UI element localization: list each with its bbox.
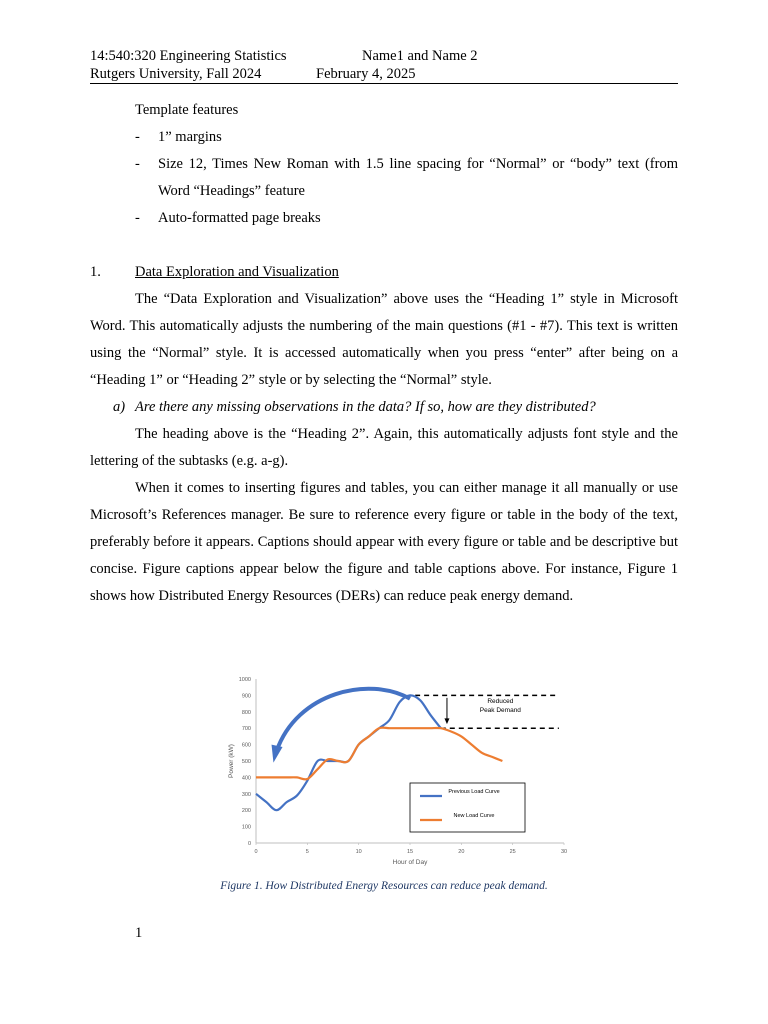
x-axis-label: Hour of Day (392, 859, 428, 866)
y-tick-label: 500 (241, 759, 251, 765)
heading-2 (90, 394, 678, 421)
body-paragraph: The heading above is the “Heading 2”. Again, this automatically adjusts font style and the lettering of the subtasks (e.g. a-g). (90, 426, 678, 469)
y-tick-label: 700 (241, 726, 251, 733)
legend-label: New Load Curve (453, 813, 495, 819)
legend-label: Previous Load Curve (448, 789, 500, 795)
list-item-text: Auto-formatted page breaks (158, 210, 321, 226)
figure-1 (222, 672, 568, 872)
y-tick-label: 200 (241, 808, 251, 815)
y-tick-label: 300 (241, 791, 251, 798)
x-tick-label: 15 (406, 849, 414, 855)
x-tick-label: 5 (305, 849, 309, 855)
header-date: February 4, 2025 (316, 66, 416, 82)
document-body (90, 97, 678, 610)
reduction-arrow-head (444, 718, 449, 724)
x-tick-label: 30 (560, 849, 568, 855)
load-curve-chart (222, 672, 568, 872)
university-term: Rutgers University, Fall 2024 (90, 66, 262, 82)
bullet-dash: - (135, 156, 140, 172)
list-item (90, 205, 678, 232)
annotation-text: Peak Demand (479, 706, 521, 714)
body-paragraph: When it comes to inserting figures and tables, you can either manage it all manually or use Microsoft’s References manager. Be sure to reference every figure or table in the body of the text, preferably before it appears. Captions should appear with every figure or table and be descriptive but concise. Figure captions appear below the figure and table captions above. For instance, Figure 1 shows how Distributed Energy Resources (DERs) can reduce peak energy demand. (90, 480, 678, 604)
y-tick-label: 0 (247, 841, 251, 847)
x-tick-label: 0 (254, 849, 258, 855)
list-item-text: 1” margins (158, 129, 222, 145)
load-shift-arrow-head (272, 745, 283, 763)
y-tick-label: 100 (241, 824, 251, 831)
bullet-dash: - (135, 210, 140, 226)
subtask-title: Are there any missing observations in the data? If so, how are they distributed? (135, 399, 596, 415)
y-tick-label: 400 (241, 775, 251, 782)
figure-caption: Figure 1. How Distributed Energy Resources can reduce peak demand. (220, 880, 548, 892)
heading-title: Data Exploration and Visualization (135, 264, 339, 280)
x-tick-label: 10 (355, 849, 362, 855)
page-number: 1 (135, 925, 143, 941)
course-title: 14:540:320 Engineering Statistics (90, 48, 287, 64)
list-item-text: Size 12, Times New Roman with 1.5 line spacing for “Normal” or “body” text (from Word “Headings” feature (158, 156, 678, 199)
bullet-dash: - (135, 129, 140, 145)
x-tick-label: 25 (509, 849, 516, 855)
heading-number: 1. (90, 264, 101, 280)
header-divider (90, 83, 678, 84)
y-tick-label: 800 (241, 709, 251, 716)
template-features-title: Template features (135, 102, 239, 118)
y-tick-label: 1000 (238, 677, 251, 683)
list-item (90, 124, 678, 151)
subtask-letter: a) (113, 399, 126, 415)
page-header (90, 47, 678, 83)
annotation-text: Reduced (487, 697, 514, 705)
list-item (90, 151, 678, 205)
y-tick-label: 900 (241, 693, 251, 700)
y-axis-label: Power (kW) (228, 744, 235, 778)
y-tick-label: 600 (241, 742, 251, 749)
heading-1 (90, 259, 678, 286)
author-names: Name1 and Name 2 (362, 48, 478, 64)
body-paragraph: The “Data Exploration and Visualization” above uses the “Heading 1” style in Microsoft Word. This automatically adjusts the numbering of the main questions (#1 - #7). This text is written using the “Normal” style. It is accessed automatically when you press “enter” after being on a “Heading 1” or “Heading 2” style or by selecting the “Normal” style. (90, 291, 678, 388)
series-line-new-load-curve (256, 728, 502, 780)
x-tick-label: 20 (458, 849, 465, 855)
